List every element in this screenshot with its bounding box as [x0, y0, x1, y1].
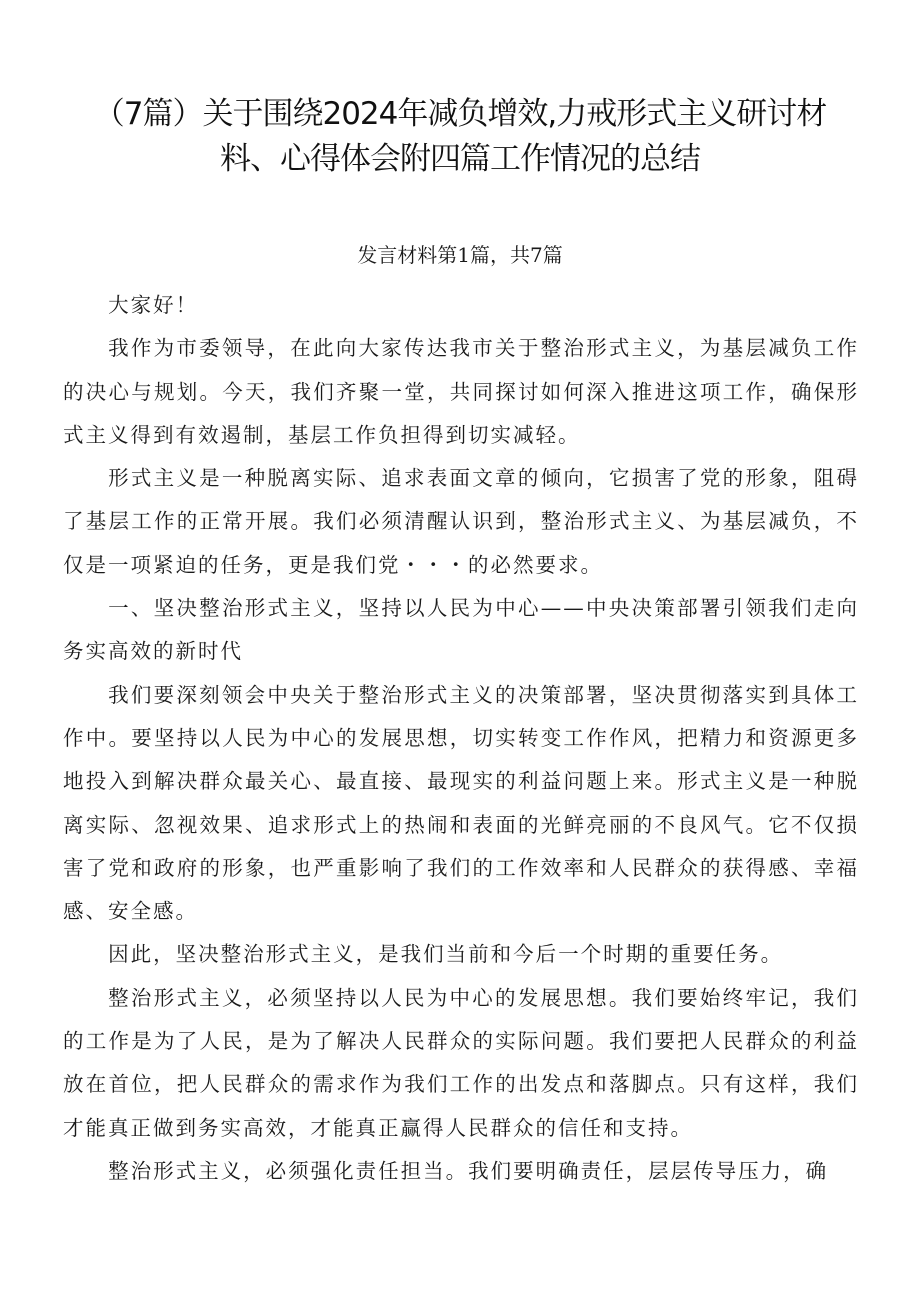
paragraph: 我们要深刻领会中央关于整治形式主义的决策部署，坚决贯彻落实到具体工作中。要坚持以人民为中心的发展思想，切实转变工作作风，把精力和资源更多地投入到解决群众最关心、最直接、最现实的利益问题上来。形式主义是一种脱离实际、忽视效果、追求形式上的热闹和表面的光鲜亮丽的不良风气。它不仅损害了党和政府的形象，也严重影响了我们的工作效率和人民群众的获得感、幸福感、安全感。 [63, 682, 859, 924]
paragraph: 我作为市委领导，在此向大家传达我市关于整治形式主义，为基层减负工作的决心与规划。今天，我们齐聚一堂，共同探讨如何深入推进这项工作，确保形式主义得到有效遏制，基层工作负担得到切实减轻。 [63, 336, 859, 447]
document-title: （7篇）关于围绕2024年减负增效,力戒形式主义研讨材料、心得体会附四篇工作情况的总结 [93, 96, 827, 177]
paragraph: 整治形式主义，必须强化责任担当。我们要明确责任，层层传导压力，确 [108, 1158, 829, 1183]
paragraph: 因此，坚决整治形式主义，是我们当前和今后一个时期的重要任务。 [108, 942, 784, 967]
paragraph: 形式主义是一种脱离实际、追求表面文章的倾向，它损害了党的形象，阻碍了基层工作的正常开展。我们必须清醒认识到，整治形式主义、为基层减负，不仅是一项紧迫的任务，更是我们党・・・的必然要求。 [63, 466, 859, 577]
paragraph-greeting: 大家好！ [108, 293, 199, 317]
section-heading: 一、坚决整治形式主义，坚持以人民为中心——中央决策部署引领我们走向务实高效的新时代 [63, 596, 859, 664]
document-subtitle: 发言材料第1篇，共7篇 [357, 243, 563, 267]
document-body [63, 284, 859, 1193]
paragraph: 整治形式主义，必须坚持以人民为中心的发展思想。我们要始终牢记，我们的工作是为了人民，是为了解决人民群众的实际问题。我们要把人民群众的利益放在首位，把人民群众的需求作为我们工作的出发点和落脚点。只有这样，我们才能真正做到务实高效，才能真正赢得人民群众的信任和支持。 [63, 985, 859, 1140]
